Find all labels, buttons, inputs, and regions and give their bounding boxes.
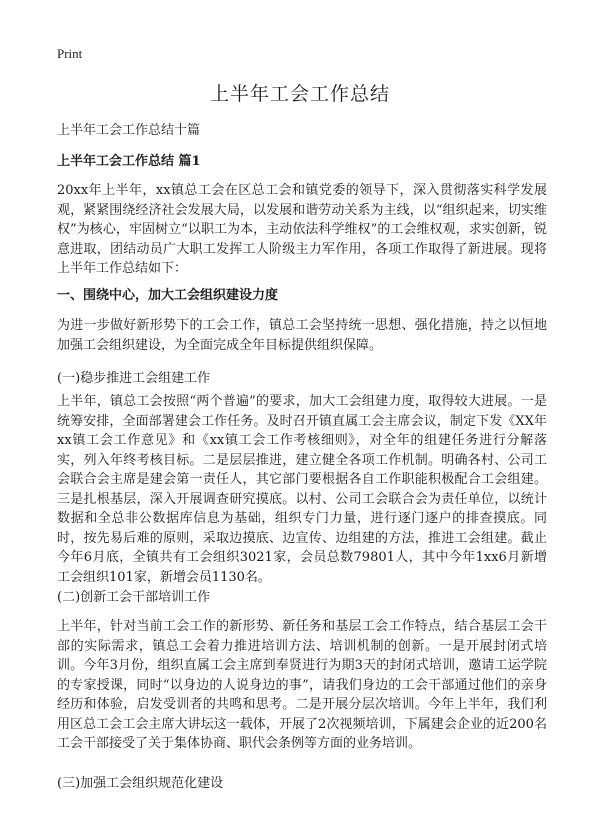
intro-paragraph: 20xx年上半年，xx镇总工会在区总工会和镇党委的领导下，深入贯彻落实科学发展观，紧紧围绕经济社会发展大局，以发展和谐劳动关系为主线，以“组织起来，切实维权”为核心，牢固树立“以职工为本，主动依法科学维权”的工会维权观，求实创新，锐意进取，团结动员广大职工发挥工人阶级主力军作用，各项工作取得了新进展。现将上半年工作总结如下： (57, 183, 547, 276)
subsection-heading-1: (一)稳步推进工会组建工作 (57, 371, 211, 386)
article-title: 上半年工会工作总结 篇1 (57, 154, 201, 169)
subsection-heading-3: (三)加强工会组织规范化建设 (57, 776, 224, 791)
section-heading: 一、围绕中心，加大工会组织建设力度 (57, 288, 279, 303)
subsection-paragraph-1: 上半年，镇总工会按照“两个普遍”的要求，加大工会组建力度，取得较大进展。一是统筹安排，全面部署建会工作任务。及时召开镇直属工会主席会议，制定下发《XX年xx镇工会工作意见》和《xx镇工会工作考核细则》，对全年的组建任务进行分解落实，列入年终考核目标。二是层层推进，建立健全各项工作机制。明确各村、公司工会联合会主席是建会第一责任人，其它部门要根据各自工作职能积极配合工会组建。三是扎根基层，深入开展调查研究摸底。以村、公司工会联合会为责任单位，以统计数据和全总非公数据库信息为基础，组织专门力量，进行逐门逐户的排查摸底。同时，按先易后难的原则，采取边摸底、边宣传、边组建的方法，推进工会组建。截止今年6月底，全镇共有工会组织3021家，会员总数79801人，其中今年1xx6月新增工会组织101家，新增会员1130名。 (57, 394, 547, 585)
page-title: 上半年工会工作总结 (209, 83, 390, 105)
subsection-heading-2: (二)创新工会干部培训工作 (57, 590, 211, 605)
subsection-paragraph-2: 上半年，针对当前工会工作的新形势、新任务和基层工会工作特点，结合基层工会干部的实际需求，镇总工会着力推进培训方法、培训机制的创新。一是开展封闭式培训。今年3月份，组织直属工会主席到奉贤进行为期3天的封闭式培训，邀请工运学院的专家授课，同时“以身边的人说身边的事”，请我们身边的工会干部通过他们的亲身经历和体验，启发受训者的共鸣和思考。二是开展分层次培训。今年上半年，我们利用区总工会工会主席大讲坛这一载体，开展了2次视频培训，下属建会企业的近200名工会干部接受了关于集体协商、职代会条例等方面的业务培训。 (57, 619, 547, 751)
print-link[interactable]: Print (57, 46, 83, 61)
section-paragraph: 为进一步做好新形势下的工会工作，镇总工会坚持统一思想、强化措施，持之以恒地加强工会组织建设，为全面完成全年目标提供组织保障。 (57, 318, 547, 353)
document-subtitle: 上半年工会工作总结十篇 (57, 123, 201, 138)
